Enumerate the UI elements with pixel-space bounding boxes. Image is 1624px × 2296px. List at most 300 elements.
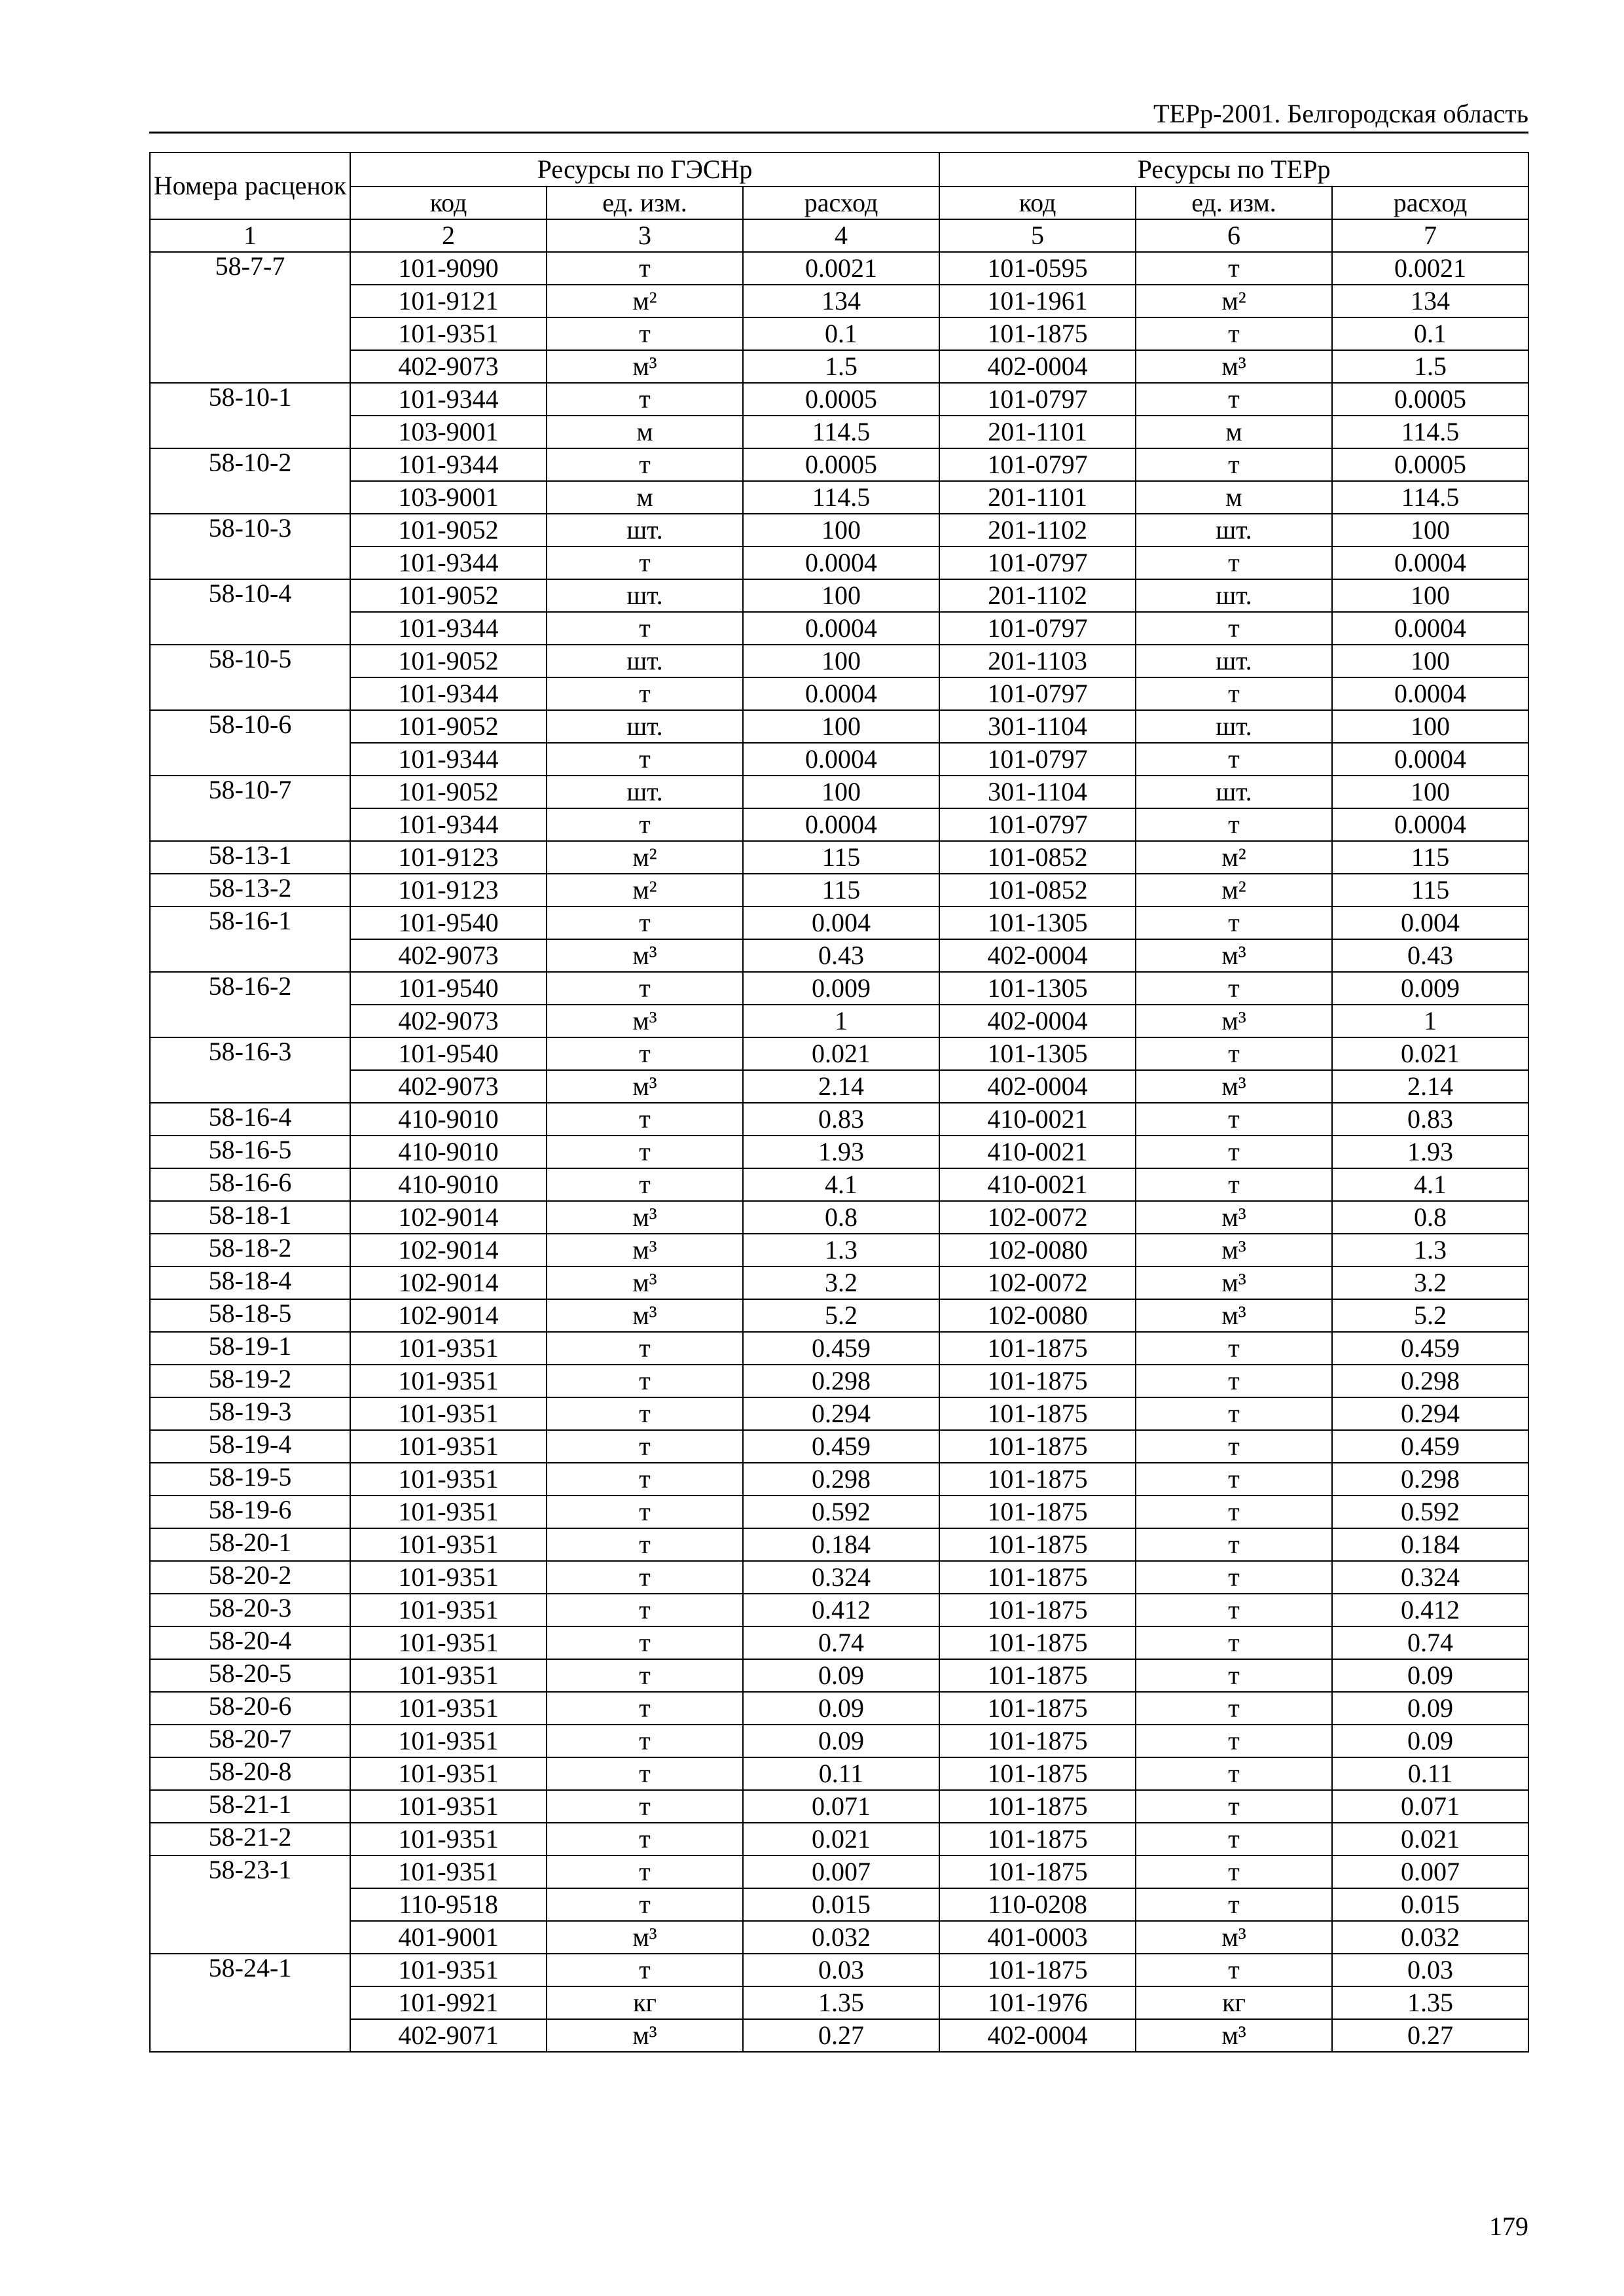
gesn-unit-cell: т: [547, 612, 743, 645]
ter-unit-cell: т: [1136, 1626, 1332, 1659]
ter-code-cell: 101-1875: [939, 1528, 1136, 1561]
gesn-code-cell: 101-9052: [350, 776, 547, 808]
table-row: [150, 1136, 1528, 1168]
ter-unit-cell: шт.: [1136, 776, 1332, 808]
table-row: [150, 1954, 1528, 1986]
table-row: [150, 939, 1528, 972]
table-row: [150, 874, 1528, 906]
table-row: [150, 1626, 1528, 1659]
gesn-qty-header: расход: [743, 187, 939, 219]
ter-code-cell: 102-0072: [939, 1266, 1136, 1299]
gesn-code-cell: 402-9073: [350, 939, 547, 972]
table-row: [150, 1725, 1528, 1757]
ter-qty-cell: 0.09: [1332, 1725, 1528, 1757]
ter-code-cell: 101-0797: [939, 448, 1136, 481]
ter-code-cell: 101-1305: [939, 906, 1136, 939]
ter-qty-header: расход: [1332, 187, 1528, 219]
ter-unit-cell: т: [1136, 1397, 1332, 1430]
rate-numbers-header: Номера расценок: [150, 152, 350, 219]
ter-qty-cell: 0.459: [1332, 1430, 1528, 1463]
gesn-qty-cell: 0.1: [743, 317, 939, 350]
gesn-code-cell: 402-9073: [350, 1070, 547, 1103]
ter-qty-cell: 0.021: [1332, 1823, 1528, 1856]
table-row: [150, 1103, 1528, 1136]
ter-unit-cell: м³: [1136, 1234, 1332, 1266]
rate-number-cell: 58-19-6: [150, 1496, 350, 1528]
ter-qty-cell: 0.27: [1332, 2019, 1528, 2052]
table-row: [150, 1561, 1528, 1594]
gesn-qty-cell: 0.43: [743, 939, 939, 972]
ter-unit-cell: м: [1136, 416, 1332, 448]
ter-unit-cell: т: [1136, 1136, 1332, 1168]
gesn-qty-cell: 0.0004: [743, 743, 939, 776]
rate-number-cell: 58-7-7: [150, 252, 350, 383]
table-row: [150, 285, 1528, 317]
ter-qty-cell: 115: [1332, 841, 1528, 874]
table-row: [150, 1365, 1528, 1397]
gesn-qty-cell: 0.071: [743, 1790, 939, 1823]
ter-qty-cell: 0.8: [1332, 1201, 1528, 1234]
table-row: [150, 1921, 1528, 1954]
ter-code-cell: 101-0797: [939, 547, 1136, 579]
gesn-qty-cell: 0.459: [743, 1430, 939, 1463]
ter-code-cell: 201-1102: [939, 579, 1136, 612]
ter-code-cell: 402-0004: [939, 2019, 1136, 2052]
gesn-code-cell: 401-9001: [350, 1921, 547, 1954]
ter-unit-cell: кг: [1136, 1986, 1332, 2019]
ter-qty-cell: 100: [1332, 776, 1528, 808]
ter-unit-cell: м²: [1136, 285, 1332, 317]
rate-number-cell: 58-16-4: [150, 1103, 350, 1136]
column-number: 4: [743, 219, 939, 252]
gesn-qty-cell: 134: [743, 285, 939, 317]
gesn-code-cell: 101-9540: [350, 972, 547, 1005]
ter-code-cell: 101-0852: [939, 874, 1136, 906]
ter-unit-cell: шт.: [1136, 579, 1332, 612]
ter-qty-cell: 114.5: [1332, 416, 1528, 448]
table-row: [150, 1692, 1528, 1725]
gesn-code-cell: 102-9014: [350, 1201, 547, 1234]
gesn-unit-cell: м³: [547, 1005, 743, 1037]
ter-code-cell: 101-1875: [939, 1332, 1136, 1365]
table-row: [150, 1823, 1528, 1856]
table-row: [150, 612, 1528, 645]
ter-code-cell: 102-0080: [939, 1299, 1136, 1332]
rate-number-cell: 58-19-3: [150, 1397, 350, 1430]
ter-code-cell: 101-1875: [939, 317, 1136, 350]
ter-unit-cell: т: [1136, 1365, 1332, 1397]
gesn-unit-cell: т: [547, 1103, 743, 1136]
ter-qty-cell: 0.071: [1332, 1790, 1528, 1823]
gesn-unit-cell: т: [547, 1626, 743, 1659]
gesn-unit-cell: шт.: [547, 514, 743, 547]
rate-number-cell: 58-10-1: [150, 383, 350, 448]
ter-code-cell: 101-1875: [939, 1692, 1136, 1725]
gesn-unit-cell: т: [547, 1790, 743, 1823]
ter-code-cell: 301-1104: [939, 776, 1136, 808]
ter-code-cell: 101-0797: [939, 383, 1136, 416]
ter-unit-cell: т: [1136, 808, 1332, 841]
gesn-unit-cell: т: [547, 1136, 743, 1168]
gesn-unit-cell: м³: [547, 939, 743, 972]
ter-unit-cell: м³: [1136, 1921, 1332, 1954]
gesn-code-cell: 101-9123: [350, 874, 547, 906]
gesn-unit-cell: т: [547, 1823, 743, 1856]
rate-number-cell: 58-19-4: [150, 1430, 350, 1463]
ter-qty-cell: 0.43: [1332, 939, 1528, 972]
gesn-code-cell: 101-9344: [350, 677, 547, 710]
gesn-code-cell: 101-9351: [350, 1430, 547, 1463]
column-number: 6: [1136, 219, 1332, 252]
rate-number-cell: 58-21-2: [150, 1823, 350, 1856]
header-rule: [149, 132, 1528, 134]
ter-code-cell: 402-0004: [939, 939, 1136, 972]
ter-qty-cell: 0.09: [1332, 1659, 1528, 1692]
rate-number-cell: 58-10-7: [150, 776, 350, 841]
gesn-code-cell: 101-9344: [350, 612, 547, 645]
page-number: 179: [1489, 2212, 1528, 2241]
gesn-unit-cell: м³: [547, 2019, 743, 2052]
table-row: [150, 416, 1528, 448]
table-row: [150, 514, 1528, 547]
gesn-code-cell: 103-9001: [350, 416, 547, 448]
gesn-qty-cell: 1: [743, 1005, 939, 1037]
ter-code-cell: 201-1103: [939, 645, 1136, 677]
gesn-code-cell: 101-9921: [350, 1986, 547, 2019]
gesn-qty-cell: 4.1: [743, 1168, 939, 1201]
ter-unit-cell: т: [1136, 1332, 1332, 1365]
gesn-unit-cell: кг: [547, 1986, 743, 2019]
gesn-unit-cell: т: [547, 1561, 743, 1594]
ter-code-cell: 201-1102: [939, 514, 1136, 547]
ter-qty-cell: 0.021: [1332, 1037, 1528, 1070]
ter-unit-cell: т: [1136, 1594, 1332, 1626]
gesn-qty-cell: 0.0004: [743, 808, 939, 841]
gesn-qty-cell: 3.2: [743, 1266, 939, 1299]
gesn-code-cell: 101-9052: [350, 710, 547, 743]
ter-unit-cell: т: [1136, 677, 1332, 710]
gesn-qty-cell: 0.004: [743, 906, 939, 939]
gesn-qty-cell: 2.14: [743, 1070, 939, 1103]
gesn-resources-header: Ресурсы по ГЭСНр: [350, 152, 939, 187]
gesn-qty-cell: 0.015: [743, 1888, 939, 1921]
gesn-code-cell: 410-9010: [350, 1136, 547, 1168]
ter-qty-cell: 2.14: [1332, 1070, 1528, 1103]
gesn-qty-cell: 0.0005: [743, 383, 939, 416]
gesn-qty-cell: 0.324: [743, 1561, 939, 1594]
ter-qty-cell: 0.83: [1332, 1103, 1528, 1136]
gesn-qty-cell: 0.83: [743, 1103, 939, 1136]
ter-code-cell: 101-0595: [939, 252, 1136, 285]
ter-code-cell: 402-0004: [939, 1070, 1136, 1103]
ter-unit-cell: т: [1136, 1823, 1332, 1856]
ter-unit-cell: м³: [1136, 1201, 1332, 1234]
gesn-qty-cell: 100: [743, 579, 939, 612]
gesn-code-cell: 101-9344: [350, 448, 547, 481]
rate-number-cell: 58-16-6: [150, 1168, 350, 1201]
gesn-unit-cell: т: [547, 1757, 743, 1790]
ter-unit-cell: т: [1136, 1463, 1332, 1496]
table-row: [150, 743, 1528, 776]
ter-unit-cell: шт.: [1136, 514, 1332, 547]
gesn-code-cell: 101-9351: [350, 1496, 547, 1528]
table-row: [150, 1234, 1528, 1266]
gesn-code-cell: 101-9351: [350, 1397, 547, 1430]
table-header: [150, 152, 1528, 252]
gesn-unit-cell: т: [547, 1463, 743, 1496]
gesn-unit-cell: т: [547, 252, 743, 285]
gesn-qty-cell: 0.8: [743, 1201, 939, 1234]
ter-qty-cell: 0.0004: [1332, 612, 1528, 645]
gesn-qty-cell: 0.412: [743, 1594, 939, 1626]
gesn-qty-cell: 0.0004: [743, 612, 939, 645]
ter-code-cell: 101-1875: [939, 1496, 1136, 1528]
ter-code-cell: 101-1875: [939, 1561, 1136, 1594]
gesn-unit-cell: т: [547, 1037, 743, 1070]
ter-qty-cell: 115: [1332, 874, 1528, 906]
rate-number-cell: 58-19-1: [150, 1332, 350, 1365]
ter-resources-header: Ресурсы по ТЕРр: [939, 152, 1528, 187]
ter-unit-cell: т: [1136, 1659, 1332, 1692]
gesn-unit-cell: т: [547, 1168, 743, 1201]
gesn-code-cell: 101-9090: [350, 252, 547, 285]
ter-qty-cell: 0.0004: [1332, 547, 1528, 579]
gesn-qty-cell: 0.27: [743, 2019, 939, 2052]
ter-unit-cell: м³: [1136, 1299, 1332, 1332]
gesn-qty-cell: 0.0004: [743, 677, 939, 710]
gesn-unit-cell: м²: [547, 841, 743, 874]
gesn-unit-cell: т: [547, 1888, 743, 1921]
gesn-code-cell: 101-9344: [350, 383, 547, 416]
ter-qty-cell: 0.009: [1332, 972, 1528, 1005]
ter-qty-cell: 100: [1332, 710, 1528, 743]
column-number: 1: [150, 219, 350, 252]
column-number: 7: [1332, 219, 1528, 252]
gesn-qty-cell: 0.11: [743, 1757, 939, 1790]
ter-code-cell: 101-1875: [939, 1757, 1136, 1790]
ter-qty-cell: 1: [1332, 1005, 1528, 1037]
gesn-unit-cell: шт.: [547, 645, 743, 677]
ter-qty-cell: 100: [1332, 514, 1528, 547]
ter-qty-cell: 0.0005: [1332, 448, 1528, 481]
rate-number-cell: 58-10-5: [150, 645, 350, 710]
table-row: [150, 1168, 1528, 1201]
table-row: [150, 481, 1528, 514]
rate-number-cell: 58-16-3: [150, 1037, 350, 1103]
rate-number-cell: 58-18-1: [150, 1201, 350, 1234]
ter-code-cell: 101-1976: [939, 1986, 1136, 2019]
running-header: ТЕРр-2001. Белгородская область: [1153, 99, 1528, 128]
gesn-qty-cell: 5.2: [743, 1299, 939, 1332]
ter-code-cell: 101-1875: [939, 1823, 1136, 1856]
table-row: [150, 972, 1528, 1005]
ter-qty-cell: 0.004: [1332, 906, 1528, 939]
table-row: [150, 547, 1528, 579]
gesn-qty-cell: 115: [743, 874, 939, 906]
gesn-code-cell: 102-9014: [350, 1234, 547, 1266]
ter-code-header: код: [939, 187, 1136, 219]
gesn-qty-cell: 0.007: [743, 1856, 939, 1888]
gesn-code-cell: 410-9010: [350, 1103, 547, 1136]
gesn-unit-cell: м: [547, 416, 743, 448]
gesn-unit-cell: т: [547, 1528, 743, 1561]
ter-unit-cell: м³: [1136, 939, 1332, 972]
resource-table: [149, 152, 1529, 2053]
table-row: [150, 1037, 1528, 1070]
gesn-qty-cell: 0.459: [743, 1332, 939, 1365]
ter-qty-cell: 0.0021: [1332, 252, 1528, 285]
ter-qty-cell: 1.3: [1332, 1234, 1528, 1266]
ter-unit-cell: м³: [1136, 2019, 1332, 2052]
ter-unit-cell: т: [1136, 743, 1332, 776]
ter-unit-cell: м²: [1136, 841, 1332, 874]
gesn-unit-cell: т: [547, 1725, 743, 1757]
ter-unit-cell: т: [1136, 1790, 1332, 1823]
gesn-qty-cell: 100: [743, 710, 939, 743]
gesn-qty-cell: 0.03: [743, 1954, 939, 1986]
ter-unit-cell: т: [1136, 1496, 1332, 1528]
gesn-code-cell: 101-9351: [350, 1528, 547, 1561]
rate-number-cell: 58-20-6: [150, 1692, 350, 1725]
gesn-code-cell: 102-9014: [350, 1266, 547, 1299]
rate-number-cell: 58-20-1: [150, 1528, 350, 1561]
table-row: [150, 1201, 1528, 1234]
ter-qty-cell: 0.74: [1332, 1626, 1528, 1659]
ter-unit-cell: м²: [1136, 874, 1332, 906]
gesn-unit-cell: т: [547, 972, 743, 1005]
ter-code-cell: 401-0003: [939, 1921, 1136, 1954]
gesn-code-cell: 101-9540: [350, 1037, 547, 1070]
gesn-unit-cell: т: [547, 1430, 743, 1463]
table-row: [150, 645, 1528, 677]
ter-code-cell: 101-0797: [939, 677, 1136, 710]
ter-qty-cell: 1.35: [1332, 1986, 1528, 2019]
gesn-unit-cell: т: [547, 808, 743, 841]
table-row: [150, 1790, 1528, 1823]
gesn-qty-cell: 0.74: [743, 1626, 939, 1659]
gesn-unit-cell: т: [547, 1397, 743, 1430]
gesn-code-cell: 101-9351: [350, 1332, 547, 1365]
gesn-code-cell: 101-9351: [350, 1659, 547, 1692]
gesn-qty-cell: 0.298: [743, 1365, 939, 1397]
ter-unit-header: ед. изм.: [1136, 187, 1332, 219]
rate-number-cell: 58-13-2: [150, 874, 350, 906]
gesn-unit-cell: т: [547, 743, 743, 776]
ter-qty-cell: 0.09: [1332, 1692, 1528, 1725]
ter-unit-cell: т: [1136, 1168, 1332, 1201]
rate-number-cell: 58-20-3: [150, 1594, 350, 1626]
ter-unit-cell: т: [1136, 612, 1332, 645]
ter-code-cell: 201-1101: [939, 416, 1136, 448]
gesn-code-cell: 110-9518: [350, 1888, 547, 1921]
ter-code-cell: 410-0021: [939, 1103, 1136, 1136]
ter-qty-cell: 100: [1332, 579, 1528, 612]
ter-code-cell: 410-0021: [939, 1136, 1136, 1168]
gesn-qty-cell: 100: [743, 514, 939, 547]
ter-code-cell: 101-1875: [939, 1856, 1136, 1888]
ter-code-cell: 102-0080: [939, 1234, 1136, 1266]
table-row: [150, 1496, 1528, 1528]
table-row: [150, 1463, 1528, 1496]
ter-code-cell: 101-1875: [939, 1954, 1136, 1986]
ter-unit-cell: т: [1136, 1856, 1332, 1888]
ter-code-cell: 201-1101: [939, 481, 1136, 514]
gesn-code-cell: 101-9351: [350, 1365, 547, 1397]
gesn-unit-cell: м³: [547, 1266, 743, 1299]
rate-number-cell: 58-20-4: [150, 1626, 350, 1659]
ter-qty-cell: 0.0004: [1332, 677, 1528, 710]
gesn-unit-cell: т: [547, 1594, 743, 1626]
rate-number-cell: 58-16-1: [150, 906, 350, 972]
gesn-qty-cell: 114.5: [743, 481, 939, 514]
ter-unit-cell: т: [1136, 1037, 1332, 1070]
gesn-code-cell: 101-9344: [350, 743, 547, 776]
gesn-code-cell: 101-9123: [350, 841, 547, 874]
ter-code-cell: 402-0004: [939, 350, 1136, 383]
ter-qty-cell: 4.1: [1332, 1168, 1528, 1201]
ter-qty-cell: 0.324: [1332, 1561, 1528, 1594]
gesn-code-cell: 402-9073: [350, 1005, 547, 1037]
gesn-qty-cell: 1.5: [743, 350, 939, 383]
rate-number-cell: 58-18-2: [150, 1234, 350, 1266]
ter-qty-cell: 0.298: [1332, 1463, 1528, 1496]
ter-unit-cell: т: [1136, 1561, 1332, 1594]
table-row: [150, 906, 1528, 939]
ter-qty-cell: 0.0004: [1332, 743, 1528, 776]
table-row: [150, 317, 1528, 350]
gesn-code-cell: 410-9010: [350, 1168, 547, 1201]
gesn-qty-cell: 0.009: [743, 972, 939, 1005]
gesn-qty-cell: 0.09: [743, 1659, 939, 1692]
ter-unit-cell: т: [1136, 383, 1332, 416]
gesn-unit-cell: т: [547, 1659, 743, 1692]
ter-unit-cell: т: [1136, 448, 1332, 481]
ter-code-cell: 101-1875: [939, 1626, 1136, 1659]
gesn-unit-cell: т: [547, 1496, 743, 1528]
rate-number-cell: 58-18-5: [150, 1299, 350, 1332]
table-row: [150, 1332, 1528, 1365]
gesn-qty-cell: 0.0005: [743, 448, 939, 481]
rate-number-cell: 58-24-1: [150, 1954, 350, 2052]
gesn-qty-cell: 1.93: [743, 1136, 939, 1168]
ter-code-cell: 101-0797: [939, 808, 1136, 841]
gesn-unit-cell: т: [547, 1692, 743, 1725]
ter-qty-cell: 0.007: [1332, 1856, 1528, 1888]
gesn-unit-cell: т: [547, 1954, 743, 1986]
ter-qty-cell: 0.11: [1332, 1757, 1528, 1790]
gesn-qty-cell: 0.0021: [743, 252, 939, 285]
ter-qty-cell: 0.03: [1332, 1954, 1528, 1986]
gesn-qty-cell: 0.294: [743, 1397, 939, 1430]
ter-qty-cell: 134: [1332, 285, 1528, 317]
table-row: [150, 808, 1528, 841]
ter-qty-cell: 5.2: [1332, 1299, 1528, 1332]
ter-code-cell: 101-1305: [939, 1037, 1136, 1070]
gesn-qty-cell: 0.0004: [743, 547, 939, 579]
ter-code-cell: 410-0021: [939, 1168, 1136, 1201]
ter-unit-cell: т: [1136, 1528, 1332, 1561]
table-body: [150, 252, 1528, 2052]
rate-number-cell: 58-20-5: [150, 1659, 350, 1692]
table-row: [150, 1397, 1528, 1430]
rate-number-cell: 58-10-6: [150, 710, 350, 776]
gesn-qty-cell: 0.032: [743, 1921, 939, 1954]
gesn-code-cell: 101-9052: [350, 645, 547, 677]
gesn-unit-cell: т: [547, 1365, 743, 1397]
ter-code-cell: 402-0004: [939, 1005, 1136, 1037]
gesn-code-cell: 101-9351: [350, 1692, 547, 1725]
table-row: [150, 579, 1528, 612]
